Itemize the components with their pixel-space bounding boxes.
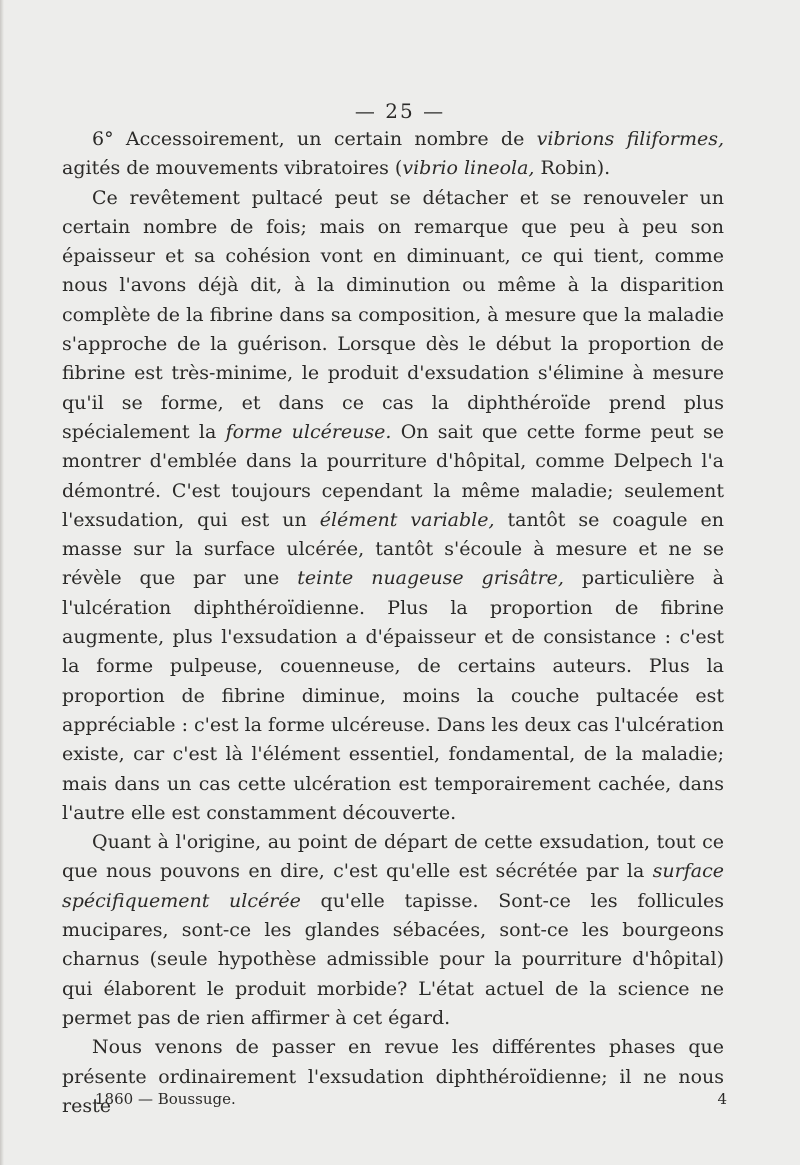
text-run: 6° Accessoirement, un certain nombre de	[92, 128, 537, 150]
italic-text-run: surface spécifiquement ulcérée	[62, 860, 724, 912]
footer-sheet-number: 4	[717, 1090, 727, 1108]
text-run: Ce revêtement pultacé peut se détacher et se renouveler un certain nombre de fois; mais on remarque que peu à peu son épaisseur et sa cohésion vont en diminuant, ce qui tient, comme nous l'avons déjà dit, à la diminution ou même à la disparition complète de la fibrine dans sa composition, à mesure que la maladie s'approche de la guérison. Lorsque dès le début la proportion de fibrine est très-minime, le produit d'exsudation s'élimine à mesure qu'il se forme, et dans ce cas la diphthéroïde prend plus spécialement la	[62, 186, 724, 443]
italic-text-run: élément variable,	[319, 508, 495, 531]
text-run: Robin).	[534, 157, 611, 180]
text-run: agités de mouvements vibratoires (	[62, 157, 403, 180]
paragraph-2	[62, 184, 724, 829]
text-run: Nous venons de passer en revue les différentes phases que présente ordinairement l'exsudation diphthéroïdienne; il ne nous reste	[62, 1036, 724, 1117]
paragraph-3	[62, 828, 724, 1033]
text-run: On sait que cette forme peut se montrer d'emblée dans la pourriture d'hôpital, comme Delpech l'a démontré. C'est toujours cependant la même maladie; seulement l'exsudation, qui est un	[62, 420, 724, 531]
italic-text-run: teinte nuageuse grisâtre,	[297, 567, 564, 590]
footer-signature: 1860 — Boussuge.	[95, 1090, 236, 1108]
page-edge-shadow	[0, 0, 4, 1165]
paragraph-1	[62, 125, 724, 184]
page-number: — 25 —	[354, 99, 446, 123]
text-run: particulière à l'ulcération diphthéroïdienne. Plus la proportion de fibrine augmente, plus l'exsudation a d'épaisseur et de consistance : c'est la forme pulpeuse, couenneuse, de certains auteurs. Plus la proportion de fibrine diminue, moins la couche pultacée est appréciable : c'est la forme ulcéreuse. Dans les deux cas l'ulcération existe, car c'est là l'élément essentiel, fondamental, de la maladie; mais dans un cas cette ulcération est temporairement cachée, dans l'autre elle est constamment découverte.	[62, 567, 725, 824]
page-footer	[95, 1090, 727, 1108]
italic-text-run: forme ulcéreuse.	[225, 420, 392, 443]
text-run: tantôt se coagule en masse sur la surface ulcérée, tantôt s'écoule à mesure et ne se révèle que par une	[62, 508, 724, 590]
text-run: qu'elle tapisse. Sont-ce les follicules mucipares, sont-ce les glandes sébacées, sont-ce les bourgeons charnus (seule hypothèse admissible pour la pourriture d'hôpital) qui élaborent le produit morbide? L'état actuel de la science ne permet pas de rien affirmer à cet égard.	[62, 889, 724, 1029]
italic-text-run: vibrions filiformes,	[536, 128, 724, 150]
italic-text-run: vibrio lineola,	[402, 157, 535, 180]
body-text	[62, 125, 724, 1121]
text-run: Quant à l'origine, au point de départ de cette exsudation, tout ce que nous pouvons en dire, c'est qu'elle est sécrétée par la	[62, 831, 724, 883]
